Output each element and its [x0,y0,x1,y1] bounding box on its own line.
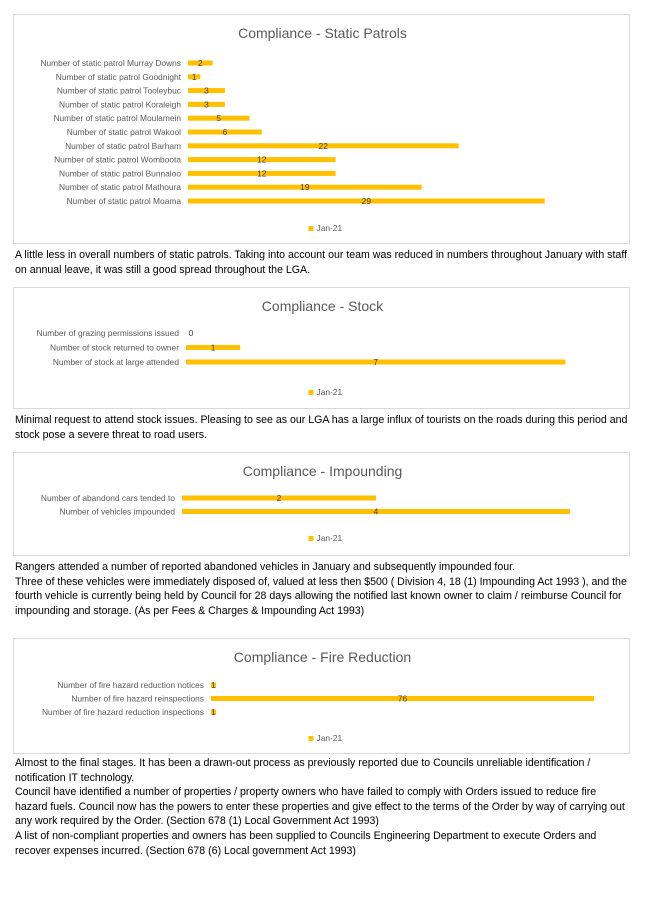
data-label: 12 [257,154,267,165]
data-label: 5 [216,113,222,124]
fire-paragraph-1: Almost to the final stages. It has been a drawn-out process as previously reported due to Councils unreliable identification / notification IT technology. [15,757,591,784]
category-label: Number of static patrol Womboota [54,154,181,165]
fire-reduction-chart [13,638,630,754]
legend-swatch [309,390,314,395]
category-label: Number of static patrol Barham [65,140,181,151]
static-paragraph-1: A little less in overall numbers of static patrols. Taking into account our team was reduced in numbers throughout January with staff on annual leave, it was still a good spread throughout the LGA. [15,249,628,276]
data-label: 1 [211,680,216,690]
data-label: 1 [191,71,197,82]
data-label: 19 [300,182,310,193]
impounding-commentary [15,560,631,618]
fire-paragraph-3: A list of non-compliant properties and owners has been supplied to Councils Engineering Department to execute Orders and recover expenses incurred. (Section 678 (6) Local government Act 1993) [15,829,597,857]
stock-commentary [15,413,631,442]
fire-reduction-commentary [15,756,631,858]
chart-title: Compliance - Static Patrols [238,24,407,41]
category-label: Number of static patrol Moulamein [53,113,181,124]
category-label: Number of static patrol Koraleigh [59,99,181,110]
impounding-chart [13,452,630,556]
category-label: Number of stock at large attended [52,357,179,367]
data-label: 2 [276,493,282,503]
legend-swatch [309,226,314,231]
category-label: Number of static patrol Mathoura [59,182,181,193]
data-label: 76 [397,693,408,704]
legend-label: Jan-21 [316,223,343,233]
data-label: 7 [373,357,379,367]
legend-label: Jan-21 [316,387,343,397]
data-label: 1 [211,707,216,717]
impounding-paragraph-1: Rangers attended a number of reported abandoned vehicles in January and subsequently impounded four. [15,561,516,573]
data-label: 4 [373,506,379,517]
stock-paragraph-1: Minimal request to attend stock issues. Pleasing to see as our LGA has a large influx of tourists on the roads during this period and stock pose a severe threat to road users. [15,414,628,441]
legend-label: Jan-21 [316,733,343,743]
category-label: Number of fire hazard reduction inspections [42,707,204,717]
category-label: Number of static patrol Murray Downs [40,58,181,68]
legend-swatch [309,736,314,741]
static-patrols-chart [13,14,630,244]
category-label: Number of abandond cars tended to [40,493,175,503]
data-label: 3 [204,85,209,96]
data-label: 3 [204,99,209,110]
chart-title: Compliance - Fire Reduction [233,648,412,665]
category-label: Number of vehicles impounded [59,506,175,517]
category-label: Number of static patrol Bunnaloo [59,168,181,179]
category-label: Number of static patrol Moama [66,196,181,206]
data-label: 0 [188,328,194,338]
category-label: Number of static patrol Tooleybuc [56,85,181,96]
data-label: 29 [361,196,372,206]
category-label: Number of fire hazard reduction notices [57,680,204,690]
data-label: 12 [257,168,267,179]
category-label: Number of stock returned to owner [50,342,179,353]
legend-swatch [309,536,314,541]
impounding-chart-svg [14,453,631,557]
chart-title: Compliance - Stock [261,297,384,314]
impounding-paragraph-2: Three of these vehicles were immediately disposed of, valued at less then $500 ( Division 4, 18 (1) Impounding Act 1993 ), and the fourth vehicle is currently being held by Council for 28 days allowing the notified last known owner to claim / reimburse Council for impounding and storage. (As per Fees & Charges & Impounding Act 1993) [15,575,627,617]
data-label: 2 [197,58,203,68]
category-label: Number of fire hazard reinspections [71,693,204,704]
category-label: Number of static patrol Goodnight [55,71,181,82]
data-label: 1 [210,342,216,353]
data-label: 22 [318,140,328,151]
category-label: Number of grazing permissions issued [36,328,179,338]
chart-title: Compliance - Impounding [242,462,403,479]
fire-reduction-chart-svg [14,639,631,755]
static-patrols-chart-svg [14,15,631,245]
stock-chart [13,287,630,409]
stock-chart-svg [14,288,631,410]
fire-paragraph-2: Council have identified a number of properties / property owners who have failed to comply with Orders issued to reduce fire hazard fuels. Council now has the powers to enter these properties and give effect to the terms of the Order by way of carrying out any work required by the Order. (Section 678 (1) Local Government Act 1993) [15,786,625,828]
category-label: Number of static patrol Wakool [66,127,181,137]
static-patrols-commentary [15,248,631,277]
data-label: 6 [222,127,228,137]
legend-label: Jan-21 [316,533,343,543]
